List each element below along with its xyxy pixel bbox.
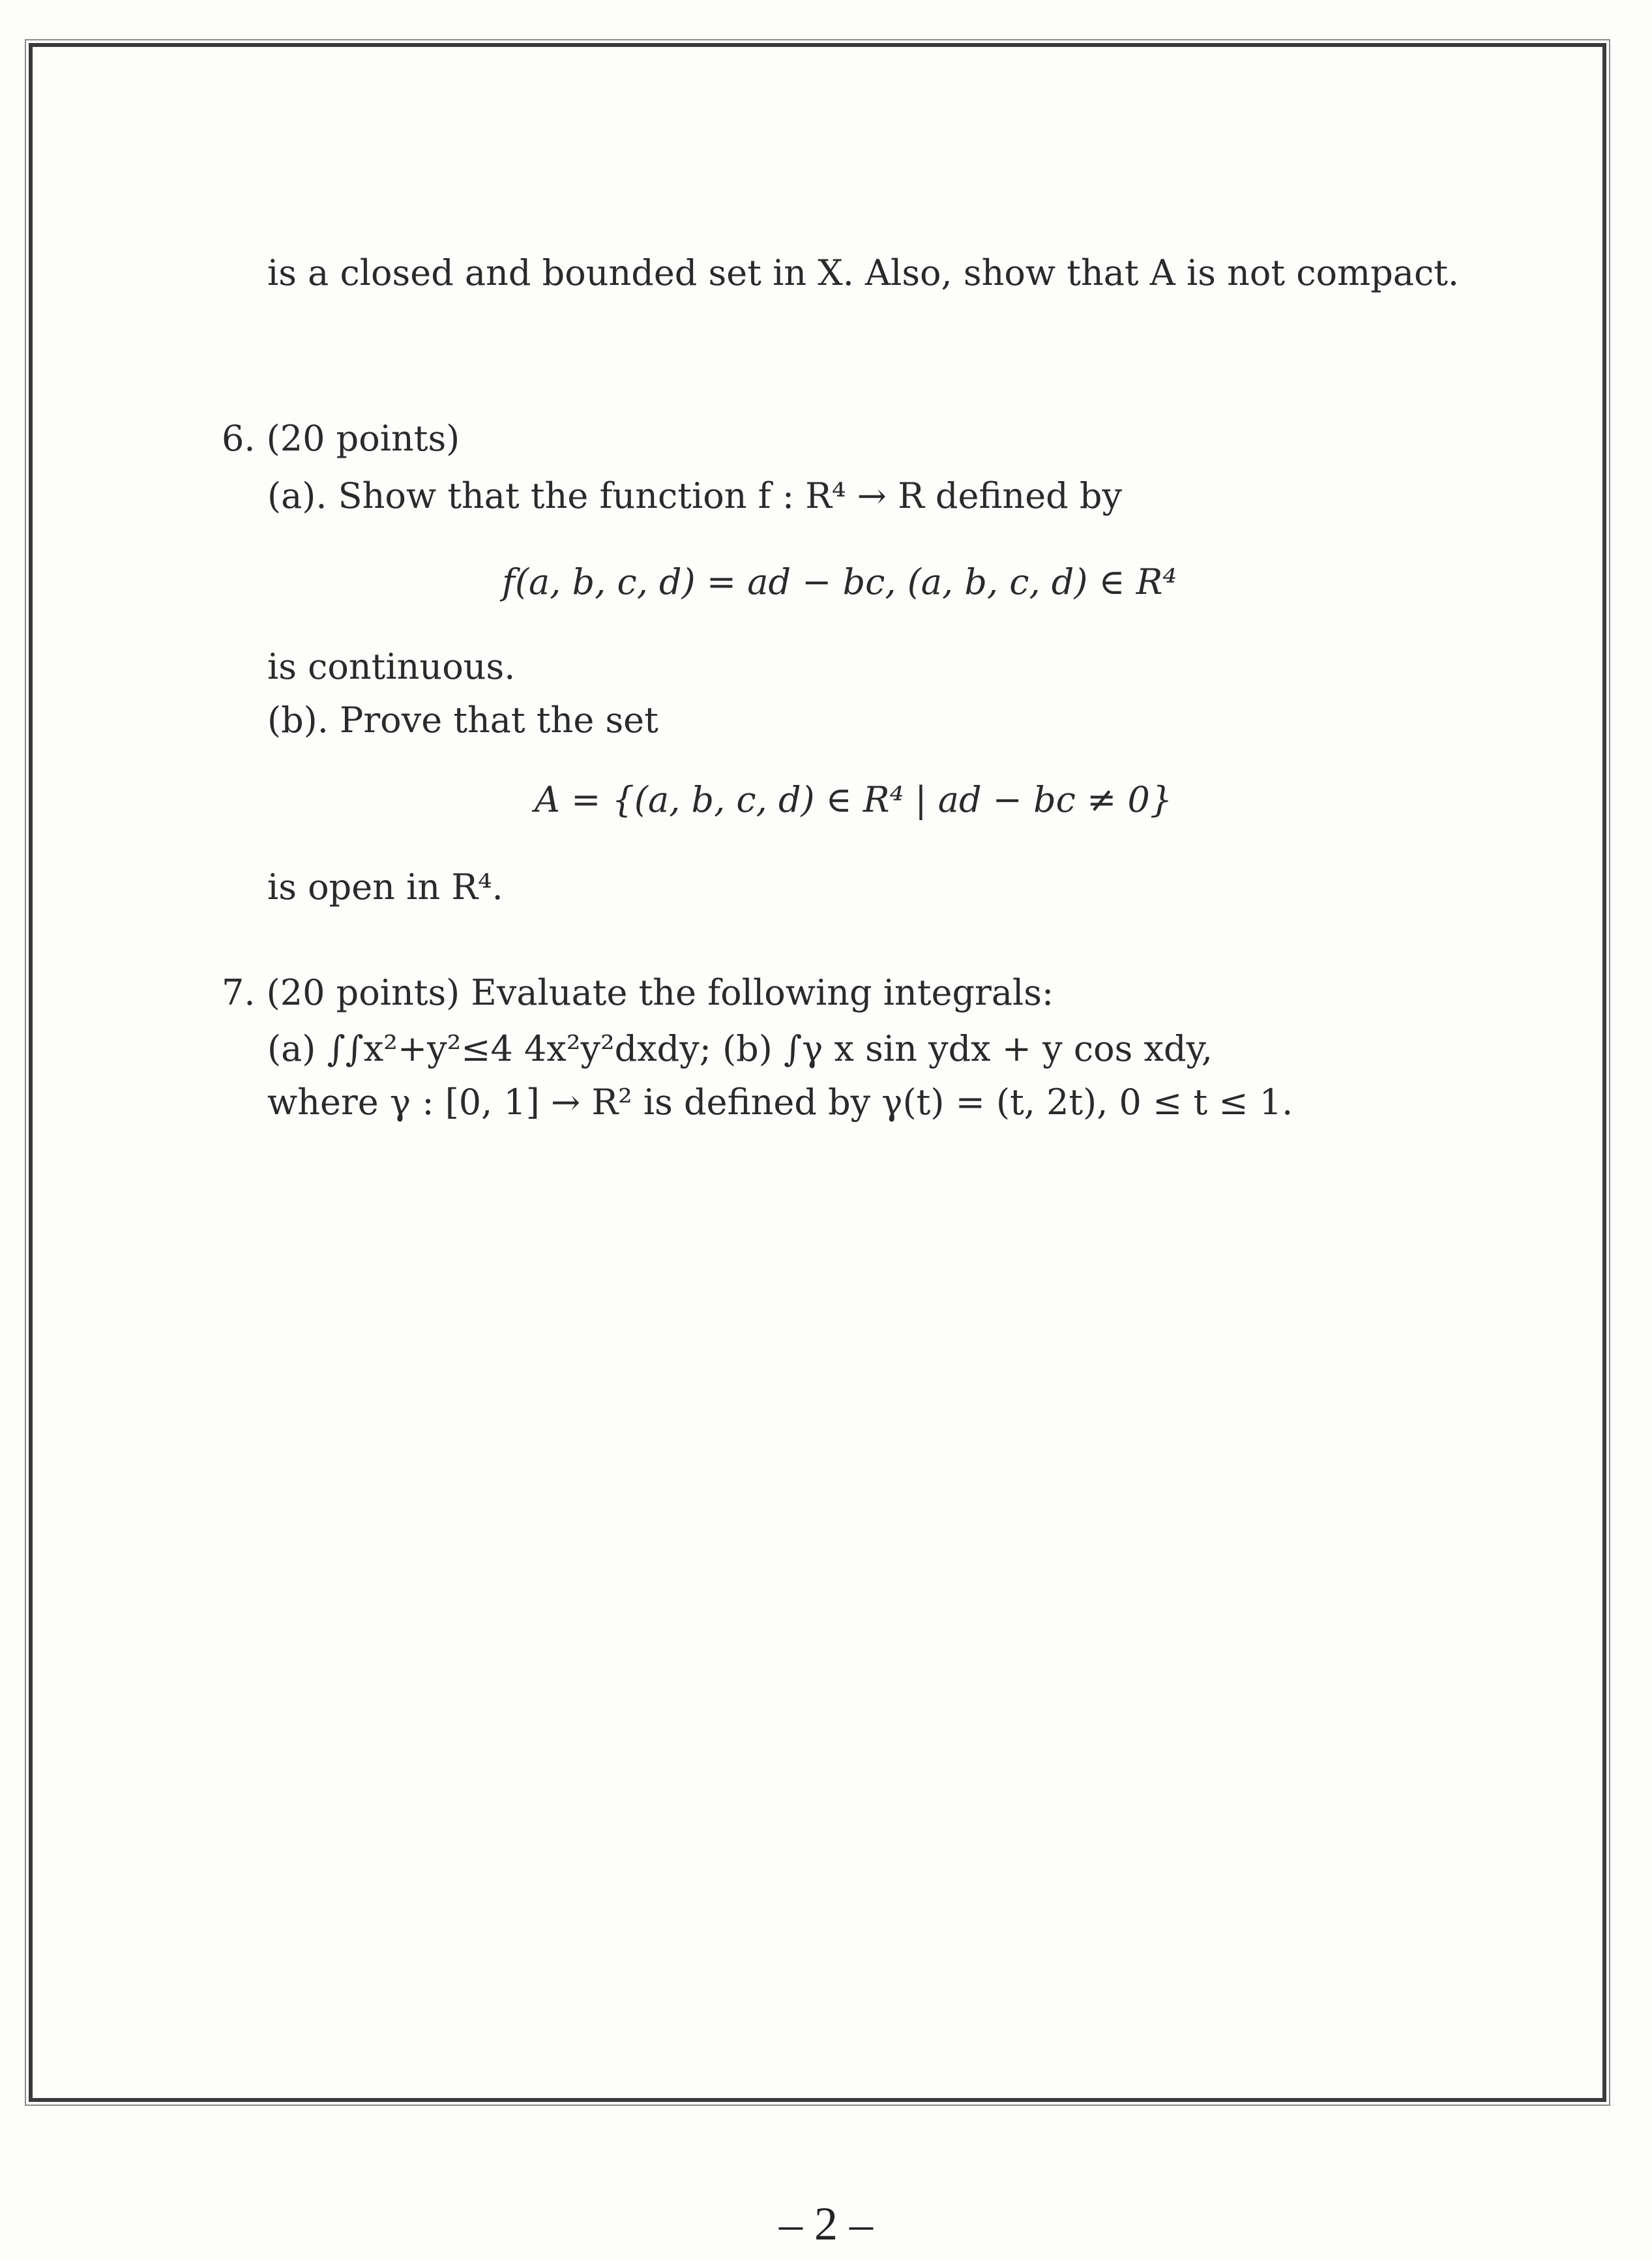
problem-7-heading: 7. (20 points) Evaluate the following integrals: (222, 972, 1054, 1013)
problem-7-parts: (a) ∫∫x²+y²≤4 4x²y²dxdy; (b) ∫γ x sin ydx + y cos xdy, (267, 1028, 1213, 1069)
page-border (29, 43, 1606, 2102)
problem-6-heading: 6. (20 points) (222, 418, 460, 459)
continued-line: is a closed and bounded set in X. Also, show that A is not compact. (267, 252, 1460, 293)
problem-6-part-b: (b). Prove that the set (267, 700, 658, 741)
problem-6-after-b: is open in R⁴. (267, 866, 503, 908)
page-number: – 2 – (779, 2198, 873, 2250)
problem-6-part-a: (a). Show that the function f : R⁴ → R defined by (267, 475, 1122, 516)
problem-7-where: where γ : [0, 1] → R² is defined by γ(t) = (t, 2t), 0 ≤ t ≤ 1. (267, 1082, 1293, 1123)
problem-6-equation-a: f(a, b, c, d) = ad − bc, (a, b, c, d) ∈ R⁴ (502, 561, 1177, 602)
problem-6-equation-b: A = {(a, b, c, d) ∈ R⁴ | ad − bc ≠ 0} (535, 779, 1173, 820)
problem-6-after-a: is continuous. (267, 646, 516, 687)
